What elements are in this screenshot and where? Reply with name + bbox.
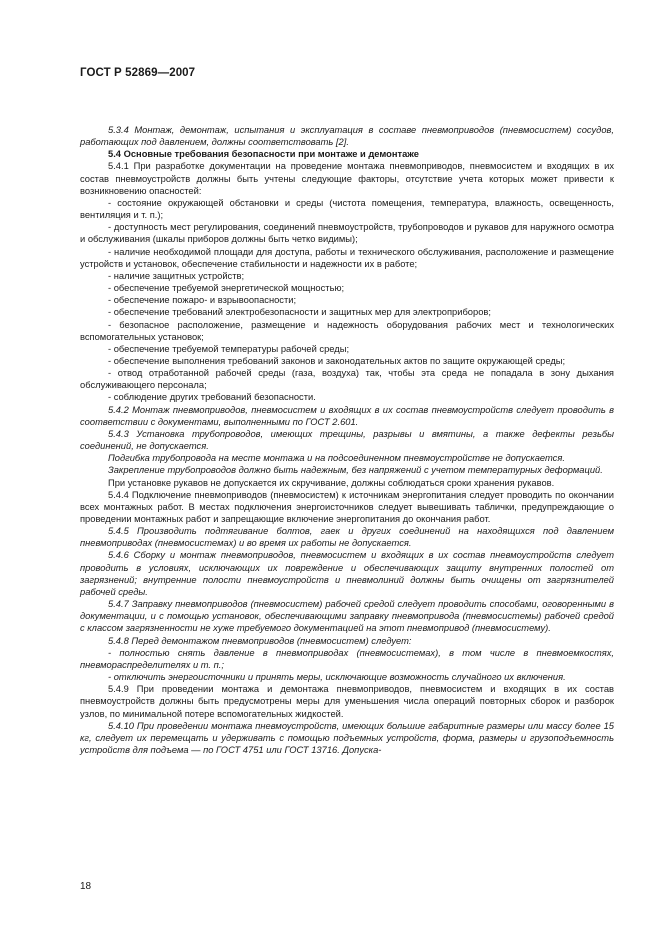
paragraph: Закрепление трубопроводов должно быть надежным, без напряжений с учетом температурных деформаций. [108, 465, 603, 476]
list-item: - обеспечение пожаро- и взрывоопасности; [108, 295, 297, 306]
document-header: ГОСТ Р 52869—2007 [80, 67, 196, 79]
list-item: - наличие необходимой площади для доступа, работы и технического обслуживания, расположение и размещение устройств и установок, обеспечение стабильности и надежности их в работе; [80, 246, 614, 269]
list-item: - обеспечение требований электробезопасности и защитных мер для электроприборов; [108, 307, 491, 318]
clause-5-4-10: 5.4.10 При проведении монтажа пневмоустройств, имеющих большие габаритные размеры или массу более 15 кг, следует их перемещать и удерживать с помощью подъемных устройств, форма, размеры и грузоподъемность устройств для подъема — по ГОСТ 4751 или ГОСТ 13716. Допуска- [80, 720, 614, 755]
clause-5-4-9: 5.4.9 При проведении монтажа и демонтажа пневмоприводов, пневмосистем и входящих в их состав пневмоустройств должны быть предусмотрены меры для уменьшения числа операций повторных сборок и разборок узлов, по минимальной потере вспомогательных жидкостей. [80, 684, 614, 719]
clause-5-4-7: 5.4.7 Заправку пневмоприводов (пневмосистем) рабочей средой следует проводить способами, оговоренными в документации, и с помощью установок, обеспечивающими заправку пневмопривода (пневмосистемы) рабочей средой с классом загрязненности не хуже требуемого документацией на этот пневмопривод (пневмосистему). [80, 599, 614, 634]
list-item: - соблюдение других требований безопасности. [108, 392, 316, 403]
clause-5-4-8: 5.4.8 Перед демонтажом пневмоприводов (пневмосистем) следует: [108, 635, 412, 646]
paragraph: При установке рукавов не допускается их скручивание, должны соблюдаться сроки хранения рукавов. [108, 477, 555, 488]
list-item: - доступность мест регулирования, соединений пневмоустройств, трубопроводов и рукавов для наружного осмотра и обслуживания (шкалы приборов должны быть четко видимы); [80, 222, 614, 245]
list-item: - отключить энергоисточники и принять меры, исключающие возможность случайного их включения. [108, 672, 566, 683]
clause-5-4-3: 5.4.3 Установка трубопроводов, имеющих трещины, разрывы и вмятины, а также дефекты резьбы соединений, не допускается. [80, 428, 614, 452]
clause-5-4-6: 5.4.6 Сборку и монтаж пневмоприводов, пневмосистем и входящих в их состав пневмоустройств следует проводить в условиях, исключающих их повреждение и обеспечивающих защиту внутренних полостей от загрязнений; внутренние полости пневмоустройств и пневмолиний должны быть очищены от загрязнителей рабочей среды. [80, 550, 614, 597]
clause-5-4-1: 5.4.1 При разработке документации на проведение монтажа пневмоприводов, пневмосистем и входящих в их состав пневмоустройств должны быть учтены следующие факторы, отсутствие учета которых может привести к возникновению опасностей: [80, 161, 614, 196]
paragraph: Подгибка трубопровода на месте монтажа и на подсоединенном пневмоустройстве не допускается. [108, 453, 565, 464]
list-item: - полностью снять давление в пневмоприводах (пневмосистемах), в том числе в пневмоемкостях, пневмораспределителях и т. п.; [80, 647, 614, 670]
page-number: 18 [80, 881, 92, 892]
list-item: - наличие защитных устройств; [108, 270, 245, 281]
list-item: - обеспечение требуемой энергетической мощностью; [108, 283, 345, 294]
list-item: - обеспечение выполнения требований законов и законодательных актов по защите окружающей среды; [108, 355, 566, 366]
clause-5-3-4: 5.3.4 Монтаж, демонтаж, испытания и эксплуатация в составе пневмоприводов (пневмосистем) сосудов, работающих под давлением, должны соответствовать [2]. [80, 125, 614, 148]
list-item: - отвод отработанной рабочей среды (газа, воздуха) так, чтобы эта среда не попадала в зону дыхания обслуживающего персонала; [80, 368, 614, 391]
list-item: - безопасное расположение, размещение и надежность оборудования рабочих мест и технологических вспомогательных установок; [80, 319, 614, 342]
clause-5-4-4: 5.4.4 Подключение пневмоприводов (пневмосистем) к источникам энергопитания следует проводить по окончании всех монтажных работ. В местах подключения энергоисточников следует вывешивать таблички, предупреждающие о проведении монтажных работ и запрещающие включение энергопитания до окончания работ. [80, 489, 614, 524]
list-item: - состояние окружающей обстановки и среды (чистота помещения, температура, влажность, освещенность, вентиляция и т. п.); [80, 197, 614, 221]
clause-5-4-5: 5.4.5 Производить подтягивание болтов, гаек и других соединений на находящихся под давлением пневмоприводах (пневмосистемах) и во время их работы не допускается. [80, 526, 614, 549]
list-item: - обеспечение требуемой температуры рабочей среды; [108, 343, 350, 354]
clause-5-4-2: 5.4.2 Монтаж пневмоприводов, пневмосистем и входящих в их состав пневмоустройств следует проводить в соответствии с документами, выполненными по ГОСТ 2.601. [80, 404, 614, 427]
section-heading-5-4: 5.4 Основные требования безопасности при монтаже и демонтаже [108, 149, 419, 160]
document-body [80, 124, 614, 756]
